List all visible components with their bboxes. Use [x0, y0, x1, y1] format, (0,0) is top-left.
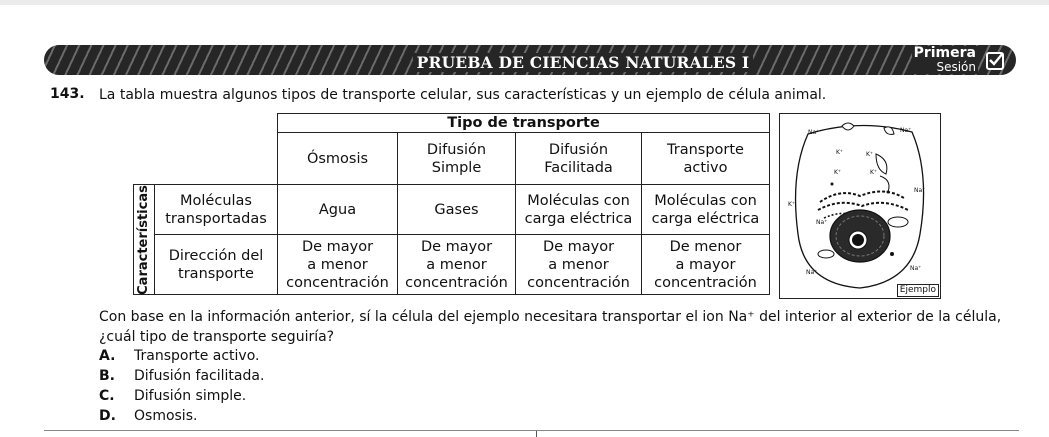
center-tick [536, 431, 537, 437]
row-header: Dirección del transporte [155, 235, 278, 295]
table-cell: De mayor a menor concentración [398, 235, 516, 295]
question-prompt [99, 307, 1034, 347]
question-number: 143. [50, 86, 85, 102]
transport-table [133, 113, 770, 295]
session-top: Primera [913, 45, 976, 61]
column-header: Ósmosis [278, 133, 398, 185]
label-na-2: Na⁺ [900, 127, 912, 134]
prompt-line-2: ¿cuál tipo de transporte seguiría? [99, 329, 335, 345]
label-na-4: Na⁺ [914, 187, 926, 194]
animal-cell-figure [779, 113, 941, 299]
table-cell: Agua [278, 185, 398, 235]
side-label-cell [134, 185, 155, 295]
option-d[interactable]: D. Osmosis. [99, 408, 198, 424]
table-cell: Moléculas con carga eléctrica [642, 185, 770, 235]
prompt-line-1: Con base en la información anterior, sí la célula del ejemplo necesitara transportar el ion Na⁺ del interior al exterior de la célula, [99, 309, 1002, 325]
bottom-divider [44, 430, 1019, 431]
table-cell: De mayor a menor concentración [516, 235, 642, 295]
label-na-5: Na⁺ [806, 269, 818, 276]
label-na-1: Na⁺ [808, 129, 820, 136]
banner-title: PRUEBA DE CIENCIAS NATURALES I [44, 53, 1016, 72]
check-icon [986, 52, 1004, 70]
label-k-3: K⁺ [834, 169, 842, 176]
option-a[interactable]: A. Transporte activo. [99, 348, 260, 364]
answer-options [99, 346, 264, 426]
label-k-2: K⁺ [866, 151, 874, 158]
column-header: Difusión Simple [398, 133, 516, 185]
figure-caption: Ejemplo [897, 284, 939, 297]
label-na-6: Na⁺ [910, 265, 922, 272]
table-cell: Gases [398, 185, 516, 235]
session-label [912, 46, 978, 74]
label-na-3: Na⁺ [816, 219, 828, 226]
table-group-header: Tipo de transporte [278, 114, 770, 133]
animal-cell-drawing [780, 114, 940, 298]
question-stem: La tabla muestra algunos tipos de transporte celular, sus características y un ejemplo de célula animal. [99, 87, 827, 103]
label-k-4: K⁺ [870, 169, 878, 176]
table-cell: Moléculas con carga eléctrica [516, 185, 642, 235]
side-label: Características [136, 184, 151, 295]
top-divider [0, 0, 1049, 5]
option-c[interactable]: C. Difusión simple. [99, 388, 247, 404]
row-header: Moléculas transportadas [155, 185, 278, 235]
table-cell: De menor a mayor concentración [642, 235, 770, 295]
column-header: Difusión Facilitada [516, 133, 642, 185]
session-bottom: Sesión [936, 60, 976, 74]
label-k-5: K⁺ [788, 201, 796, 208]
option-b[interactable]: B. Difusión facilitada. [99, 368, 265, 384]
label-k-1: K⁺ [836, 149, 844, 156]
test-banner [44, 45, 1016, 75]
table-cell: De mayor a menor concentración [278, 235, 398, 295]
column-header: Transporte activo [642, 133, 770, 185]
